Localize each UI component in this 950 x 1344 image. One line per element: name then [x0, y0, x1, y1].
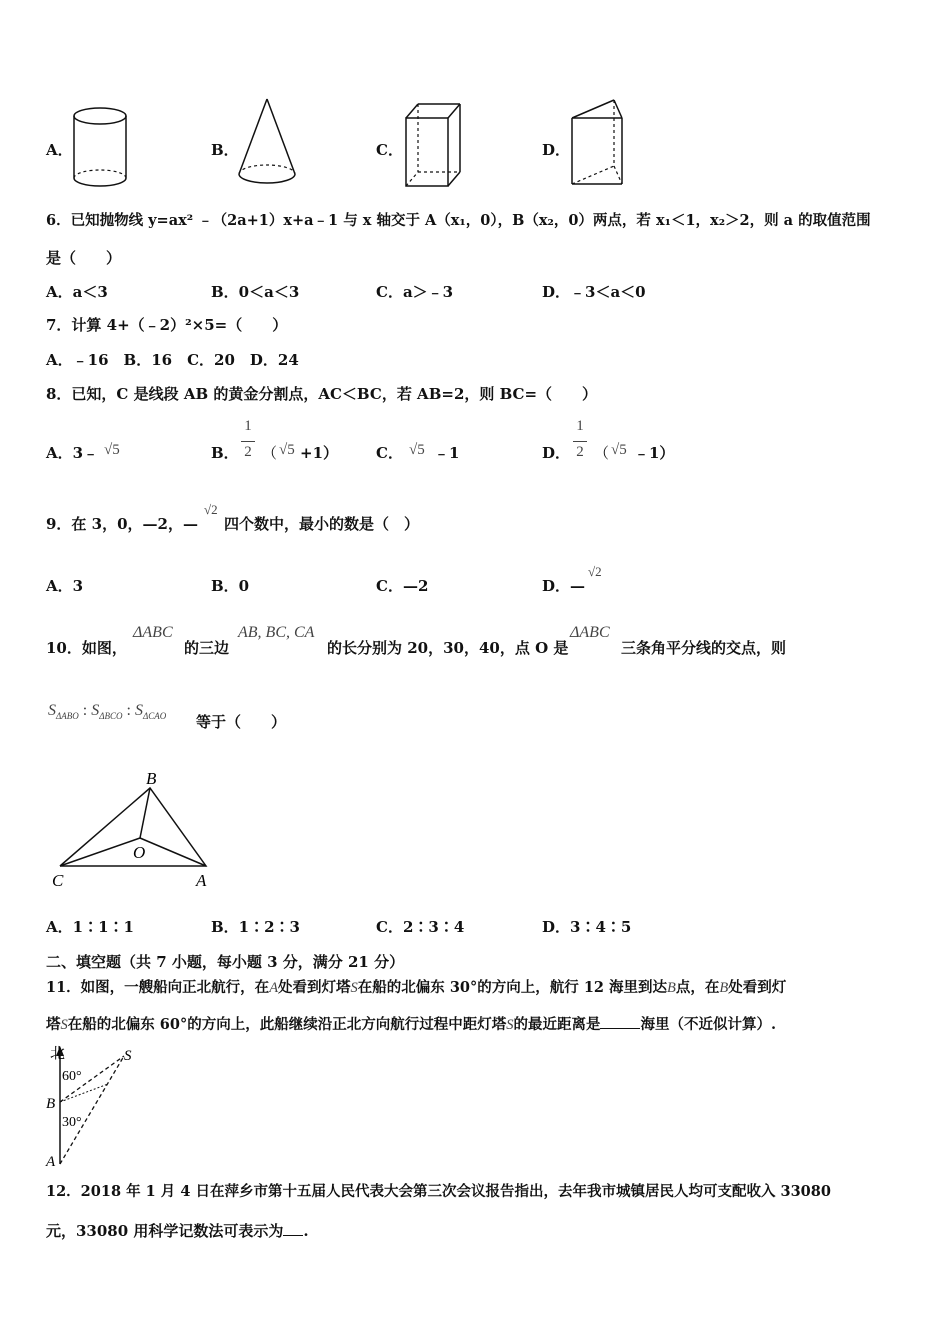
q10-option-b: B．1∶2∶3	[211, 918, 300, 936]
q8-option-d-denominator: 2	[576, 444, 584, 460]
q11-fig-label-a: A	[46, 1154, 56, 1170]
q7-options: A．﹣16 B．16 C．20 D．24	[46, 351, 299, 369]
q6-option-b: B．0＜a＜3	[211, 283, 300, 301]
q10-fig-label-b: B	[146, 769, 157, 788]
q6-stem-line2: 是（ ）	[46, 249, 122, 267]
q12-stem-line2: 元，33080 用科学记数法可表示为 .	[46, 1222, 309, 1240]
q10-triangle-abc-2: ΔABC	[570, 624, 610, 641]
q8-option-d-open-paren: （	[594, 444, 610, 462]
q11-fig-angle-30: 30°	[62, 1115, 82, 1130]
q10-stem-part2: 的三边	[184, 639, 230, 657]
q8-option-d-numerator: 1	[576, 418, 584, 434]
q10-fig-label-o: O	[133, 843, 146, 862]
q5-option-a-label: A．	[46, 141, 73, 159]
q10-stem-part5: 等于（ ）	[196, 713, 287, 731]
q6-option-a: A．a＜3	[46, 283, 108, 301]
q10-area-ratio: $S_{\Delta ABO}$ : $S_{\Delta BCO}$ : $S_{\Delta CAO}$	[48, 702, 167, 722]
q10-option-a: A．1∶1∶1	[46, 918, 134, 936]
q10-fig-label-c: C	[52, 871, 64, 890]
q8-option-d-sqrt: √5	[611, 442, 627, 458]
cone-icon	[234, 96, 300, 190]
q5-option-d-label: D．	[542, 141, 571, 159]
q9-stem-a: 9．在 3，0，—2，—	[46, 515, 198, 533]
q11-fig-angle-60: 60°	[62, 1069, 82, 1084]
q10-stem-part3: 的长分别为 20，30，40，点 O 是	[327, 639, 569, 657]
q11-fig-label-b: B	[46, 1096, 56, 1112]
q12-stem-line1: 12．2018 年 1 月 4 日在萍乡市第十五届人民代表大会第三次会议报告指出，去年我市城镇居民人均可支配收入 33080	[46, 1183, 831, 1200]
q10-triangle-abc-1: ΔABC	[133, 624, 173, 641]
q6-stem-line1: 6．已知抛物线 y=ax² ﹣（2a+1）x+a﹣1 与 x 轴交于 A（x₁，0），B（x₂，0）两点，若 x₁＜1，x₂＞2，则 a 的取值范围	[46, 212, 871, 229]
q8-option-d-fraction-bar	[573, 441, 587, 442]
q9-option-d-sqrt2: √2	[588, 564, 602, 579]
q11-navigation-figure	[44, 1044, 144, 1170]
cuboid-icon	[402, 100, 464, 192]
q10-option-c: C．2∶3∶4	[376, 918, 465, 936]
q8-option-b-denominator: 2	[244, 444, 252, 460]
q6-option-d: D．﹣3＜a＜0	[542, 283, 646, 301]
q8-option-c-label: C．	[376, 444, 403, 462]
q8-option-a-sqrt: √5	[104, 442, 120, 458]
q12-answer-blank	[283, 1235, 303, 1236]
q9-option-d: D．—	[542, 577, 586, 595]
q9-stem-b: 四个数中，最小的数是（ ）	[224, 515, 420, 533]
q11-fig-north: 北	[50, 1046, 66, 1062]
q8-option-d-tail: ﹣1）	[634, 444, 675, 462]
q11-answer-blank	[600, 1028, 640, 1029]
q8-option-b-open-paren: （	[262, 444, 278, 462]
q11-fig-label-s: S	[124, 1048, 132, 1064]
q8-option-b-tail: +1）	[300, 444, 339, 462]
q8-option-b-fraction-bar	[241, 441, 255, 442]
q11-stem-line2: 塔S在船的北偏东 60°的方向上，此船继续沿正北方向航行过程中距灯塔S的最近距离是 海里（不近似计算）.	[46, 1016, 777, 1033]
q8-stem: 8．已知，C 是线段 AB 的黄金分割点，AC＜BC，若 AB=2，则 BC=（ ）	[46, 385, 598, 403]
q5-option-b-label: B．	[211, 141, 239, 159]
q9-stem-sqrt2: √2	[204, 502, 218, 517]
q10-sides: AB, BC, CA	[238, 624, 315, 641]
q8-option-c-sqrt: √5	[409, 442, 425, 458]
q10-triangle-figure	[46, 768, 226, 890]
q11-stem-line1: 11．如图，一艘船向正北航行，在A处看到灯塔S在船的北偏东 30°的方向上，航行 12 海里到达B点，在B处看到灯	[46, 979, 787, 996]
q9-option-a: A．3	[46, 577, 84, 595]
q6-option-c: C．a＞﹣3	[376, 283, 454, 301]
cylinder-icon	[68, 104, 132, 190]
q10-stem-part1: 10．如图，	[46, 639, 127, 657]
q8-option-b-numerator: 1	[244, 418, 252, 434]
q10-option-d: D．3∶4∶5	[542, 918, 632, 936]
q9-option-b: B．0	[211, 577, 250, 595]
q9-option-c: C．—2	[376, 577, 429, 595]
q8-option-a-label: A．3﹣	[46, 444, 99, 462]
q10-stem-part4: 三条角平分线的交点，则	[621, 639, 787, 657]
triangular-prism-icon	[568, 96, 630, 190]
q8-option-c-tail: ﹣1	[434, 444, 460, 462]
q10-fig-label-a: A	[196, 871, 207, 890]
q8-option-b-label: B．	[211, 444, 239, 462]
q5-option-c-label: C．	[376, 141, 403, 159]
q8-option-b-sqrt: √5	[279, 442, 295, 458]
q8-option-d-label: D．	[542, 444, 571, 462]
section-2-heading: 二、填空题（共 7 小题，每小题 3 分，满分 21 分）	[46, 953, 405, 971]
q7-stem: 7．计算 4+（﹣2）²×5=（ ）	[46, 316, 288, 334]
